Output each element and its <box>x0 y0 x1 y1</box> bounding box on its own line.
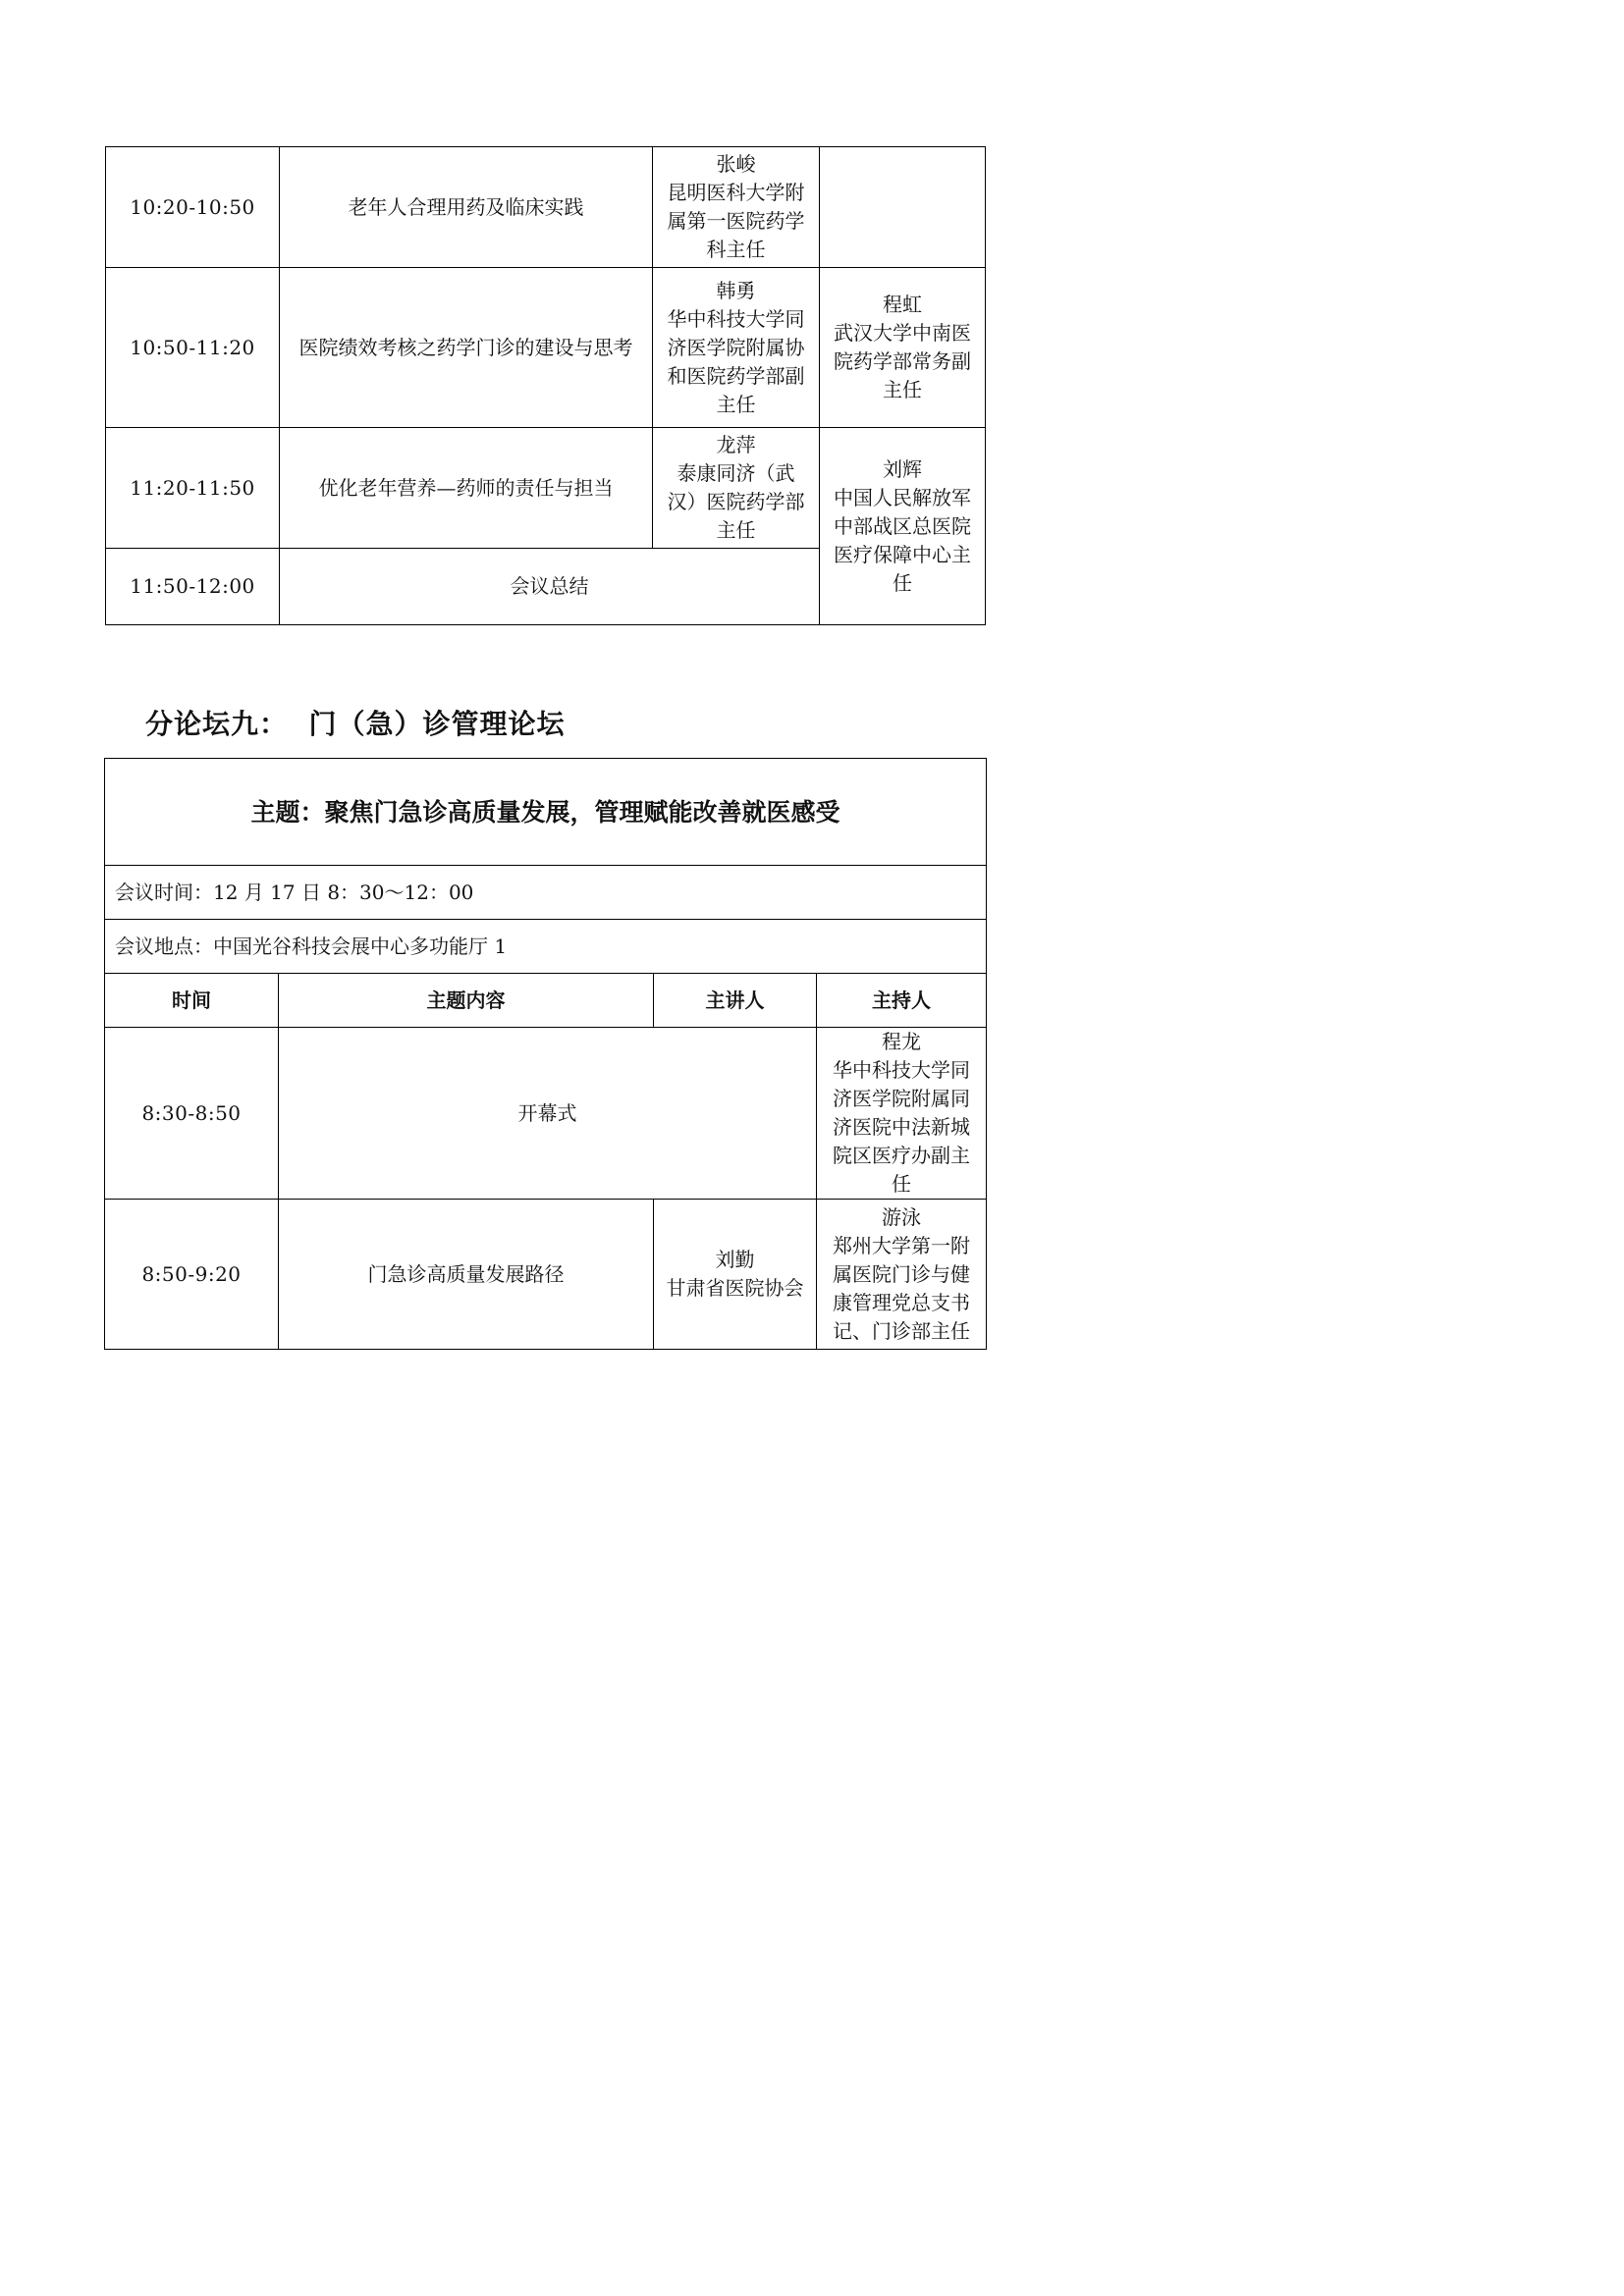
speaker-name: 龙萍 <box>716 433 756 456</box>
forum-schedule-table <box>104 758 987 1350</box>
host-affiliation: 武汉大学中南医 <box>834 321 971 345</box>
meeting-time-row <box>105 866 987 920</box>
time-cell: 8:50-9:20 <box>105 1200 279 1350</box>
table-row <box>105 1200 987 1350</box>
speaker-affiliation: 甘肃省医院协会 <box>666 1276 804 1300</box>
speaker-name: 韩勇 <box>716 278 756 302</box>
speaker-affiliation: 汉）医院药学部 <box>667 490 805 513</box>
host-cell <box>820 268 986 428</box>
table-row <box>106 147 986 268</box>
time-cell: 11:50-12:00 <box>106 549 280 625</box>
host-affiliation: 任 <box>893 570 912 595</box>
speaker-affiliation: 主任 <box>716 392 756 416</box>
meeting-place: 会议地点：中国光谷科技会展中心多功能厅 1 <box>105 920 987 974</box>
speaker-affiliation: 华中科技大学同 <box>667 306 805 331</box>
host-affiliation: 郑州大学第一附 <box>833 1233 970 1257</box>
topic-cell: 会议总结 <box>280 549 820 625</box>
speaker-affiliation: 泰康同济（武 <box>677 461 795 485</box>
topic-cell: 门急诊高质量发展路径 <box>279 1200 654 1350</box>
speaker-affiliation: 科主任 <box>706 238 766 261</box>
table-row <box>105 1028 987 1200</box>
table-row <box>106 268 986 428</box>
host-affiliation: 院药学部常务副 <box>834 349 971 373</box>
topic-cell: 开幕式 <box>279 1028 817 1200</box>
time-cell: 8:30-8:50 <box>105 1028 279 1200</box>
speaker-cell <box>653 428 820 549</box>
speaker-affiliation: 主任 <box>716 518 756 542</box>
host-name: 刘辉 <box>883 456 922 481</box>
host-cell <box>817 1200 987 1350</box>
topic-cell: 老年人合理用药及临床实践 <box>280 147 653 268</box>
theme-row <box>105 759 987 866</box>
host-affiliation: 医疗保障中心主 <box>834 542 971 566</box>
time-cell: 10:50-11:20 <box>106 268 280 428</box>
host-affiliation: 中国人民解放军 <box>834 485 971 509</box>
meeting-time: 会议时间：12 月 17 日 8：30～12：00 <box>105 866 987 920</box>
speaker-affiliation: 昆明医科大学附 <box>667 181 805 204</box>
host-cell-empty <box>820 147 986 268</box>
speaker-cell <box>654 1200 817 1350</box>
host-name: 程龙 <box>882 1030 921 1053</box>
host-affiliation: 院区医疗办副主 <box>833 1144 970 1167</box>
host-affiliation: 康管理党总支书 <box>833 1290 970 1314</box>
header-host: 主持人 <box>817 974 987 1028</box>
host-cell <box>817 1028 987 1200</box>
forum-theme: 主题：聚焦门急诊高质量发展，管理赋能改善就医感受 <box>105 759 987 866</box>
speaker-affiliation: 属第一医院药学 <box>667 209 805 233</box>
host-cell <box>820 428 986 625</box>
host-affiliation: 属医院门诊与健 <box>833 1261 970 1286</box>
host-affiliation: 华中科技大学同 <box>833 1058 970 1082</box>
header-topic: 主题内容 <box>279 974 654 1028</box>
time-cell: 10:20-10:50 <box>106 147 280 268</box>
speaker-affiliation: 济医学院附属协 <box>667 335 805 359</box>
schedule-table-continued <box>105 146 986 625</box>
speaker-cell <box>653 268 820 428</box>
topic-cell: 优化老年营养—药师的责任与担当 <box>280 428 653 549</box>
host-affiliation: 主任 <box>883 378 922 401</box>
host-affiliation: 济医院中法新城 <box>833 1115 970 1139</box>
header-time: 时间 <box>105 974 279 1028</box>
topic-cell: 医院绩效考核之药学门诊的建设与思考 <box>280 268 653 428</box>
meeting-place-row <box>105 920 987 974</box>
host-affiliation: 中部战区总医院 <box>834 513 971 538</box>
header-speaker: 主讲人 <box>654 974 817 1028</box>
table-row <box>106 428 986 549</box>
host-name: 程虹 <box>883 293 922 316</box>
time-cell: 11:20-11:50 <box>106 428 280 549</box>
host-affiliation: 济医学院附属同 <box>833 1087 970 1110</box>
host-affiliation: 任 <box>892 1172 911 1196</box>
host-name: 游泳 <box>882 1204 921 1229</box>
host-affiliation: 记、门诊部主任 <box>833 1318 970 1343</box>
speaker-affiliation: 和医院药学部副 <box>667 363 805 388</box>
speaker-name: 刘勤 <box>715 1248 755 1271</box>
header-row <box>105 974 987 1028</box>
forum-title: 分论坛九： 门（急）诊管理论坛 <box>145 708 566 740</box>
speaker-name: 张峻 <box>716 152 756 176</box>
speaker-cell <box>653 147 820 268</box>
